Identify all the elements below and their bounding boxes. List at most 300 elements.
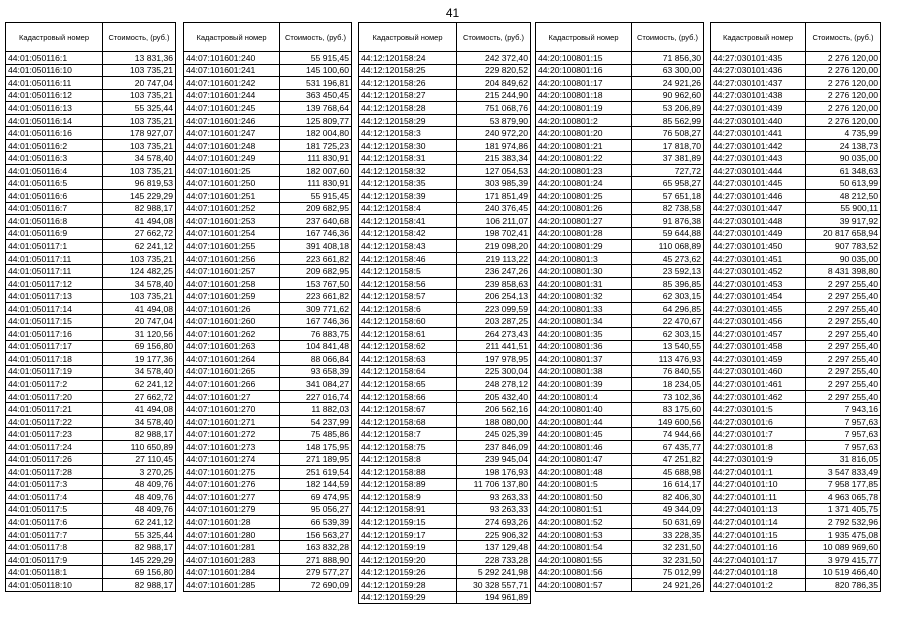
cadastral-number-cell: 44:07:101601:283 bbox=[184, 553, 280, 566]
table-row bbox=[359, 52, 531, 65]
table-row bbox=[6, 428, 176, 441]
cadastral-number-cell: 44:27:030101:460 bbox=[711, 365, 806, 378]
table-row bbox=[359, 77, 531, 90]
table-row bbox=[359, 440, 531, 453]
table-row bbox=[6, 102, 176, 115]
cadastral-number-cell: 44:20:100801:57 bbox=[536, 578, 632, 591]
table-row bbox=[359, 64, 531, 77]
cost-cell: 90 962,60 bbox=[632, 89, 704, 102]
cost-cell: 82 406,30 bbox=[632, 491, 704, 504]
table-row bbox=[6, 340, 176, 353]
cost-cell: 103 735,21 bbox=[103, 290, 176, 303]
cadastral-number-cell: 44:01:050116:5 bbox=[6, 177, 103, 190]
cost-cell: 32 231,50 bbox=[632, 553, 704, 566]
cost-cell: 194 961,89 bbox=[457, 591, 531, 604]
table-row bbox=[711, 390, 881, 403]
cost-cell: 391 408,18 bbox=[280, 240, 352, 253]
cost-cell: 10 089 969,60 bbox=[806, 541, 881, 554]
cost-cell: 531 196,81 bbox=[280, 77, 352, 90]
cadastral-number-cell: 44:27:030101:446 bbox=[711, 190, 806, 203]
cost-cell: 2 297 255,40 bbox=[806, 290, 881, 303]
cadastral-number-cell: 44:27:030101:455 bbox=[711, 302, 806, 315]
cadastral-number-cell: 44:27:030101:457 bbox=[711, 328, 806, 341]
cadastral-number-cell: 44:01:050116:1 bbox=[6, 52, 103, 65]
cost-cell: 85 396,85 bbox=[632, 277, 704, 290]
cost-cell: 125 809,77 bbox=[280, 114, 352, 127]
table-row bbox=[6, 478, 176, 491]
table-row bbox=[359, 202, 531, 215]
cadastral-number-cell: 44:01:050117:8 bbox=[6, 541, 103, 554]
cadastral-number-cell: 44:01:050117:24 bbox=[6, 440, 103, 453]
cost-cell: 75 485,86 bbox=[280, 428, 352, 441]
table-row bbox=[6, 139, 176, 152]
cadastral-number-cell: 44:07:101601:252 bbox=[184, 202, 280, 215]
cadastral-number-cell: 44:12:120158:32 bbox=[359, 164, 457, 177]
cadastral-number-cell: 44:12:120159:26 bbox=[359, 566, 457, 579]
cadastral-number-cell: 44:01:050117:16 bbox=[6, 328, 103, 341]
table-row bbox=[536, 415, 704, 428]
cost-cell: 156 563,27 bbox=[280, 528, 352, 541]
table-row bbox=[536, 440, 704, 453]
table-row bbox=[536, 52, 704, 65]
cadastral-number-cell: 44:01:050116:11 bbox=[6, 77, 103, 90]
table-row bbox=[711, 190, 881, 203]
table-row bbox=[536, 152, 704, 165]
table-row bbox=[6, 77, 176, 90]
cadastral-number-cell: 44:20:100801:5 bbox=[536, 478, 632, 491]
cost-cell: 95 056,27 bbox=[280, 503, 352, 516]
cadastral-number-cell: 44:27:040101:16 bbox=[711, 541, 806, 554]
cost-cell: 111 830,91 bbox=[280, 152, 352, 165]
cadastral-number-cell: 44:12:120158:60 bbox=[359, 315, 457, 328]
table-row bbox=[536, 378, 704, 391]
cadastral-number-cell: 44:12:120158:91 bbox=[359, 503, 457, 516]
cadastral-number-cell: 44:07:101601:256 bbox=[184, 252, 280, 265]
cost-cell: 2 276 120,00 bbox=[806, 102, 881, 115]
cost-cell: 223 661,82 bbox=[280, 290, 352, 303]
cadastral-number-cell: 44:20:100801:15 bbox=[536, 52, 632, 65]
cost-cell: 57 651,18 bbox=[632, 190, 704, 203]
table-row bbox=[184, 227, 352, 240]
cadastral-number-cell: 44:20:100801:29 bbox=[536, 240, 632, 253]
cadastral-number-cell: 44:07:101601:260 bbox=[184, 315, 280, 328]
cadastral-number-cell: 44:12:120158:43 bbox=[359, 240, 457, 253]
cadastral-number-cell: 44:12:120158:6 bbox=[359, 302, 457, 315]
cost-cell: 20 817 658,94 bbox=[806, 227, 881, 240]
table-row bbox=[359, 353, 531, 366]
cadastral-number-cell: 44:20:100801:32 bbox=[536, 290, 632, 303]
cost-cell: 225 906,32 bbox=[457, 528, 531, 541]
cadastral-table-4 bbox=[535, 22, 703, 592]
cost-cell: 178 927,07 bbox=[103, 127, 176, 140]
table-row bbox=[359, 516, 531, 529]
cost-cell: 24 921,26 bbox=[632, 578, 704, 591]
cadastral-number-cell: 44:07:101601:279 bbox=[184, 503, 280, 516]
table-row bbox=[359, 164, 531, 177]
cadastral-number-cell: 44:01:050117:6 bbox=[6, 516, 103, 529]
table-row bbox=[184, 302, 352, 315]
cost-cell: 240 376,45 bbox=[457, 202, 531, 215]
cost-cell: 211 441,51 bbox=[457, 340, 531, 353]
cadastral-number-cell: 44:12:120158:3 bbox=[359, 127, 457, 140]
table-row bbox=[359, 566, 531, 579]
cadastral-number-cell: 44:20:100801:37 bbox=[536, 353, 632, 366]
cadastral-number-cell: 44:20:100801:33 bbox=[536, 302, 632, 315]
table-row bbox=[536, 478, 704, 491]
table-row bbox=[184, 328, 352, 341]
cost-cell: 31 120,56 bbox=[103, 328, 176, 341]
table-row bbox=[184, 478, 352, 491]
cadastral-number-cell: 44:07:101601:246 bbox=[184, 114, 280, 127]
table-row bbox=[184, 240, 352, 253]
cost-cell: 5 292 241,98 bbox=[457, 566, 531, 579]
table-row bbox=[359, 591, 531, 604]
cost-cell: 45 688,98 bbox=[632, 466, 704, 479]
cost-cell: 219 113,22 bbox=[457, 252, 531, 265]
table-row bbox=[184, 528, 352, 541]
cost-cell: 239 858,63 bbox=[457, 277, 531, 290]
table-row bbox=[711, 89, 881, 102]
cost-cell: 18 234,05 bbox=[632, 378, 704, 391]
cost-cell: 223 099,59 bbox=[457, 302, 531, 315]
table-row bbox=[536, 127, 704, 140]
cost-cell: 181 974,86 bbox=[457, 139, 531, 152]
cadastral-number-cell: 44:20:100801:53 bbox=[536, 528, 632, 541]
cost-cell: 205 432,40 bbox=[457, 390, 531, 403]
table-row bbox=[184, 403, 352, 416]
cadastral-number-cell: 44:01:050117:20 bbox=[6, 390, 103, 403]
cadastral-number-cell: 44:07:101601:241 bbox=[184, 64, 280, 77]
cost-cell: 237 640,68 bbox=[280, 215, 352, 228]
cadastral-number-cell: 44:07:101601:244 bbox=[184, 89, 280, 102]
cadastral-number-cell: 44:01:050117:2 bbox=[6, 378, 103, 391]
cadastral-number-cell: 44:20:100801:45 bbox=[536, 428, 632, 441]
value-table bbox=[535, 22, 704, 592]
table-row bbox=[359, 177, 531, 190]
cadastral-number-cell: 44:27:030101:452 bbox=[711, 265, 806, 278]
table-row bbox=[359, 578, 531, 591]
table-row bbox=[536, 215, 704, 228]
cadastral-number-cell: 44:27:040101:18 bbox=[711, 566, 806, 579]
cost-cell: 62 241,12 bbox=[103, 516, 176, 529]
cost-cell: 2 297 255,40 bbox=[806, 328, 881, 341]
cadastral-number-cell: 44:07:101601:263 bbox=[184, 340, 280, 353]
cadastral-number-cell: 44:20:100801:48 bbox=[536, 466, 632, 479]
cost-cell: 1 371 405,75 bbox=[806, 503, 881, 516]
cadastral-number-cell: 44:07:101601:251 bbox=[184, 190, 280, 203]
table-row bbox=[711, 516, 881, 529]
cadastral-number-cell: 44:07:101601:25 bbox=[184, 164, 280, 177]
table-row bbox=[711, 252, 881, 265]
cost-cell: 11 706 137,80 bbox=[457, 478, 531, 491]
table-row bbox=[711, 315, 881, 328]
cost-cell: 23 592,13 bbox=[632, 265, 704, 278]
cost-cell: 64 296,85 bbox=[632, 302, 704, 315]
table-row bbox=[536, 64, 704, 77]
table-row bbox=[6, 52, 176, 65]
cost-cell: 33 228,35 bbox=[632, 528, 704, 541]
value-table bbox=[183, 22, 352, 592]
table-header-row bbox=[359, 23, 531, 52]
cost-cell: 264 273,43 bbox=[457, 328, 531, 341]
cadastral-number-cell: 44:20:100801:39 bbox=[536, 378, 632, 391]
table-header-row bbox=[711, 23, 881, 52]
table-row bbox=[359, 240, 531, 253]
table-row bbox=[536, 353, 704, 366]
cost-cell: 171 851,49 bbox=[457, 190, 531, 203]
cadastral-number-cell: 44:07:101601:273 bbox=[184, 440, 280, 453]
cadastral-number-cell: 44:27:030101:459 bbox=[711, 353, 806, 366]
cadastral-number-cell: 44:20:100801:51 bbox=[536, 503, 632, 516]
table-row bbox=[536, 553, 704, 566]
cadastral-table-3 bbox=[358, 22, 530, 604]
cadastral-number-cell: 44:27:030101:8 bbox=[711, 440, 806, 453]
table-row bbox=[536, 491, 704, 504]
cadastral-number-cell: 44:12:120158:30 bbox=[359, 139, 457, 152]
cost-cell: 227 016,74 bbox=[280, 390, 352, 403]
table-row bbox=[711, 528, 881, 541]
table-row bbox=[6, 328, 176, 341]
table-row bbox=[6, 516, 176, 529]
cost-cell: 2 297 255,40 bbox=[806, 277, 881, 290]
cost-cell: 751 068,76 bbox=[457, 102, 531, 115]
cadastral-number-cell: 44:27:030101:437 bbox=[711, 77, 806, 90]
cadastral-number-cell: 44:01:050117:21 bbox=[6, 403, 103, 416]
table-row bbox=[359, 378, 531, 391]
cadastral-number-cell: 44:01:050117:19 bbox=[6, 365, 103, 378]
table-row bbox=[359, 114, 531, 127]
cadastral-number-cell: 44:01:050117:11 bbox=[6, 265, 103, 278]
table-row bbox=[184, 553, 352, 566]
table-row bbox=[359, 478, 531, 491]
cost-cell: 1 935 475,08 bbox=[806, 528, 881, 541]
cadastral-number-cell: 44:20:100801:25 bbox=[536, 190, 632, 203]
table-row bbox=[6, 466, 176, 479]
table-row bbox=[536, 164, 704, 177]
table-row bbox=[359, 302, 531, 315]
cost-cell: 62 303,15 bbox=[632, 290, 704, 303]
table-row bbox=[184, 177, 352, 190]
table-row bbox=[184, 190, 352, 203]
cost-cell: 103 735,21 bbox=[103, 114, 176, 127]
cost-cell: 229 820,52 bbox=[457, 64, 531, 77]
cost-cell: 90 035,00 bbox=[806, 252, 881, 265]
cadastral-number-cell: 44:07:101601:255 bbox=[184, 240, 280, 253]
cost-cell: 75 012,99 bbox=[632, 566, 704, 579]
cadastral-number-cell: 44:27:030101:438 bbox=[711, 89, 806, 102]
header-cadastral-number: Кадастровый номер bbox=[711, 23, 806, 52]
cost-cell: 110 068,89 bbox=[632, 240, 704, 253]
cadastral-number-cell: 44:07:101601:281 bbox=[184, 541, 280, 554]
cost-cell: 93 263,33 bbox=[457, 503, 531, 516]
table-row bbox=[359, 152, 531, 165]
table-row bbox=[711, 215, 881, 228]
table-row bbox=[711, 114, 881, 127]
cadastral-number-cell: 44:27:030101:5 bbox=[711, 403, 806, 416]
table-row bbox=[536, 340, 704, 353]
cost-cell: 188 080,00 bbox=[457, 415, 531, 428]
table-row bbox=[536, 390, 704, 403]
table-row bbox=[184, 64, 352, 77]
table-row bbox=[711, 478, 881, 491]
cost-cell: 197 978,95 bbox=[457, 353, 531, 366]
cost-cell: 96 819,53 bbox=[103, 177, 176, 190]
table-row bbox=[711, 541, 881, 554]
table-row bbox=[536, 428, 704, 441]
cadastral-number-cell: 44:20:100801:21 bbox=[536, 139, 632, 152]
cost-cell: 76 840,55 bbox=[632, 365, 704, 378]
cadastral-number-cell: 44:12:120158:89 bbox=[359, 478, 457, 491]
value-table bbox=[710, 22, 881, 592]
cadastral-number-cell: 44:07:101601:274 bbox=[184, 453, 280, 466]
cost-cell: 8 431 398,80 bbox=[806, 265, 881, 278]
table-row bbox=[184, 365, 352, 378]
cost-cell: 82 988,17 bbox=[103, 202, 176, 215]
cadastral-number-cell: 44:07:101601:258 bbox=[184, 277, 280, 290]
cost-cell: 2 297 255,40 bbox=[806, 302, 881, 315]
cost-cell: 239 945,04 bbox=[457, 453, 531, 466]
cadastral-number-cell: 44:20:100801:50 bbox=[536, 491, 632, 504]
cadastral-number-cell: 44:01:050117:11 bbox=[6, 252, 103, 265]
cadastral-number-cell: 44:07:101601:284 bbox=[184, 566, 280, 579]
header-cost: Стоимость, (руб.) bbox=[806, 23, 881, 52]
table-row bbox=[6, 265, 176, 278]
cadastral-number-cell: 44:01:050117:5 bbox=[6, 503, 103, 516]
cost-cell: 41 494,08 bbox=[103, 215, 176, 228]
cost-cell: 63 300,00 bbox=[632, 64, 704, 77]
cadastral-number-cell: 44:07:101601:275 bbox=[184, 466, 280, 479]
table-row bbox=[6, 152, 176, 165]
cadastral-number-cell: 44:01:050116:13 bbox=[6, 102, 103, 115]
cadastral-number-cell: 44:20:100801:30 bbox=[536, 265, 632, 278]
cadastral-number-cell: 44:27:040101:14 bbox=[711, 516, 806, 529]
cost-cell: 341 084,27 bbox=[280, 378, 352, 391]
table-row bbox=[359, 315, 531, 328]
table-row bbox=[359, 503, 531, 516]
cost-cell: 27 662,72 bbox=[103, 390, 176, 403]
table-row bbox=[711, 64, 881, 77]
table-row bbox=[536, 528, 704, 541]
cadastral-number-cell: 44:01:050116:7 bbox=[6, 202, 103, 215]
table-row bbox=[711, 177, 881, 190]
table-row bbox=[711, 553, 881, 566]
cadastral-number-cell: 44:27:030101:450 bbox=[711, 240, 806, 253]
table-row bbox=[536, 365, 704, 378]
cost-cell: 90 035,00 bbox=[806, 152, 881, 165]
table-row bbox=[6, 177, 176, 190]
cost-cell: 148 175,95 bbox=[280, 440, 352, 453]
cost-cell: 47 251,82 bbox=[632, 453, 704, 466]
cost-cell: 2 297 255,40 bbox=[806, 390, 881, 403]
cost-cell: 62 241,12 bbox=[103, 378, 176, 391]
table-row bbox=[711, 566, 881, 579]
header-cadastral-number: Кадастровый номер bbox=[536, 23, 632, 52]
cadastral-number-cell: 44:27:040101:10 bbox=[711, 478, 806, 491]
table-row bbox=[359, 265, 531, 278]
table-row bbox=[711, 353, 881, 366]
cadastral-number-cell: 44:07:101601:276 bbox=[184, 478, 280, 491]
cost-cell: 110 650,89 bbox=[103, 440, 176, 453]
cost-cell: 145 229,29 bbox=[103, 553, 176, 566]
table-row bbox=[536, 190, 704, 203]
cadastral-number-cell: 44:12:120158:39 bbox=[359, 190, 457, 203]
cost-cell: 11 882,03 bbox=[280, 403, 352, 416]
table-row bbox=[6, 491, 176, 504]
cadastral-number-cell: 44:01:050116:4 bbox=[6, 164, 103, 177]
cost-cell: 66 539,39 bbox=[280, 516, 352, 529]
cost-cell: 31 816,05 bbox=[806, 453, 881, 466]
table-row bbox=[184, 503, 352, 516]
table-row bbox=[6, 415, 176, 428]
cadastral-number-cell: 44:27:030101:447 bbox=[711, 202, 806, 215]
cadastral-number-cell: 44:12:120158:8 bbox=[359, 453, 457, 466]
table-row bbox=[6, 378, 176, 391]
cadastral-number-cell: 44:07:101601:253 bbox=[184, 215, 280, 228]
cadastral-number-cell: 44:27:030101:449 bbox=[711, 227, 806, 240]
cadastral-number-cell: 44:01:050116:14 bbox=[6, 114, 103, 127]
cadastral-number-cell: 44:20:100801:28 bbox=[536, 227, 632, 240]
cadastral-number-cell: 44:20:100801:46 bbox=[536, 440, 632, 453]
cost-cell: 82 988,17 bbox=[103, 541, 176, 554]
cost-cell: 7 957,63 bbox=[806, 415, 881, 428]
cadastral-number-cell: 44:01:050116:12 bbox=[6, 89, 103, 102]
page-number: 41 bbox=[445, 6, 460, 20]
cadastral-number-cell: 44:01:050116:3 bbox=[6, 152, 103, 165]
cadastral-number-cell: 44:20:100801:38 bbox=[536, 365, 632, 378]
cost-cell: 24 138,73 bbox=[806, 139, 881, 152]
cadastral-number-cell: 44:20:100801:55 bbox=[536, 553, 632, 566]
cost-cell: 65 958,27 bbox=[632, 177, 704, 190]
table-row bbox=[359, 290, 531, 303]
table-row bbox=[184, 428, 352, 441]
cost-cell: 83 175,60 bbox=[632, 403, 704, 416]
cadastral-number-cell: 44:20:100801:4 bbox=[536, 390, 632, 403]
table-row bbox=[184, 114, 352, 127]
cadastral-table-1 bbox=[5, 22, 175, 592]
cadastral-number-cell: 44:27:030101:441 bbox=[711, 127, 806, 140]
table-row bbox=[711, 139, 881, 152]
cadastral-number-cell: 44:20:100801:47 bbox=[536, 453, 632, 466]
table-row bbox=[6, 64, 176, 77]
cost-cell: 228 733,28 bbox=[457, 553, 531, 566]
value-table bbox=[5, 22, 176, 592]
cost-cell: 61 348,63 bbox=[806, 164, 881, 177]
cadastral-number-cell: 44:27:030101:444 bbox=[711, 164, 806, 177]
cadastral-number-cell: 44:07:101601:271 bbox=[184, 415, 280, 428]
cadastral-number-cell: 44:12:120158:61 bbox=[359, 328, 457, 341]
cadastral-number-cell: 44:27:040101:13 bbox=[711, 503, 806, 516]
cost-cell: 10 519 466,40 bbox=[806, 566, 881, 579]
cost-cell: 7 943,16 bbox=[806, 403, 881, 416]
cost-cell: 82 988,17 bbox=[103, 578, 176, 591]
table-row bbox=[6, 290, 176, 303]
cost-cell: 2 297 255,40 bbox=[806, 340, 881, 353]
cadastral-number-cell: 44:12:120158:57 bbox=[359, 290, 457, 303]
cadastral-number-cell: 44:01:050117:15 bbox=[6, 315, 103, 328]
cadastral-number-cell: 44:27:030101:453 bbox=[711, 277, 806, 290]
cost-cell: 55 915,45 bbox=[280, 190, 352, 203]
header-cadastral-number: Кадастровый номер bbox=[359, 23, 457, 52]
cadastral-number-cell: 44:07:101601:250 bbox=[184, 177, 280, 190]
cost-cell: 88 066,84 bbox=[280, 353, 352, 366]
cadastral-number-cell: 44:01:050117:12 bbox=[6, 277, 103, 290]
cost-cell: 111 830,91 bbox=[280, 177, 352, 190]
cost-cell: 62 241,12 bbox=[103, 240, 176, 253]
cost-cell: 153 767,50 bbox=[280, 277, 352, 290]
cadastral-number-cell: 44:01:050117:9 bbox=[6, 553, 103, 566]
header-cadastral-number: Кадастровый номер bbox=[6, 23, 103, 52]
cadastral-number-cell: 44:27:040101:1 bbox=[711, 466, 806, 479]
